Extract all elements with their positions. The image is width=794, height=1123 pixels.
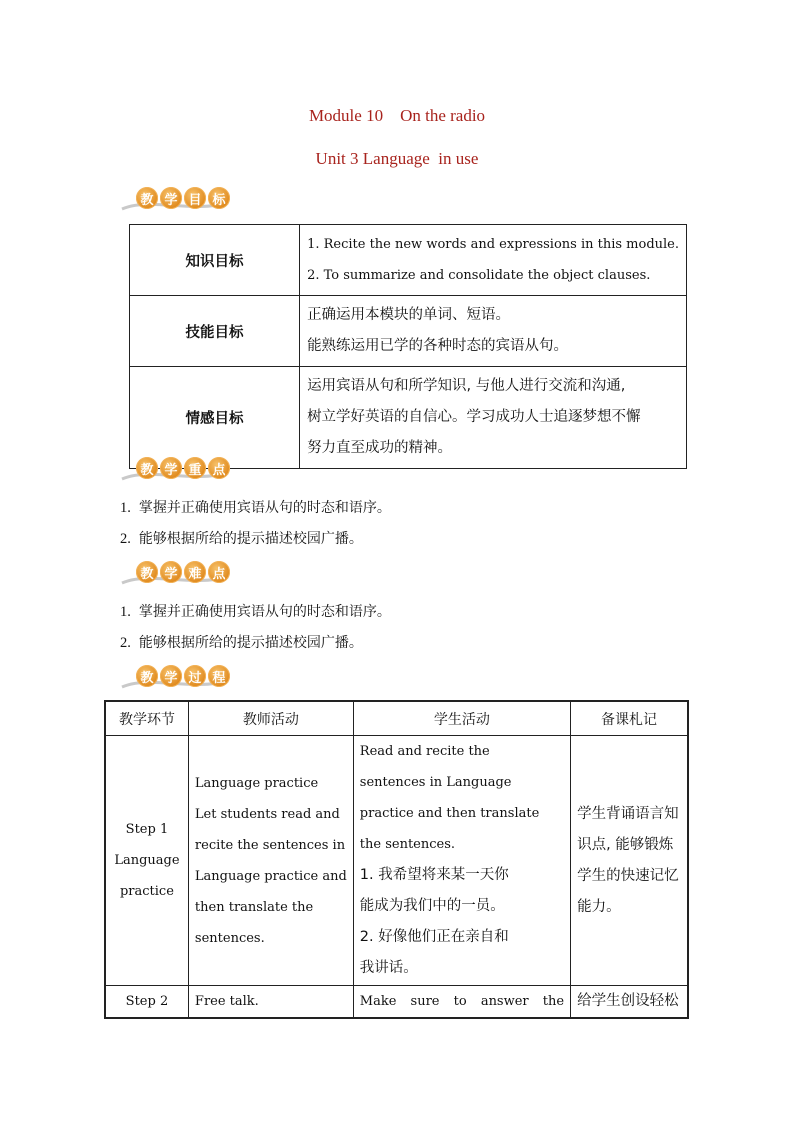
notes-line: 学生的快速记忆 — [577, 867, 679, 884]
section-char: 难 — [184, 561, 206, 583]
section-char: 程 — [208, 665, 230, 687]
teacher-line: Free talk. — [194, 994, 259, 1009]
section-char: 点 — [208, 561, 230, 583]
objective-label: 知识目标 — [130, 225, 300, 296]
notes-line: 学生背诵语言知 — [577, 805, 679, 822]
objective-content — [300, 225, 687, 296]
step-line: practice — [119, 884, 174, 899]
step-line: Language — [114, 853, 180, 868]
student-line: 1. 我希望将来某一天你 — [359, 867, 509, 883]
notes-line: 能力。 — [577, 898, 621, 915]
student-line: the sentences. — [359, 837, 456, 852]
section-char: 重 — [184, 457, 206, 479]
teacher-line: Language practice and — [194, 868, 347, 884]
teacher-line: sentences. — [194, 930, 265, 946]
column-header: 教师活动 — [188, 701, 353, 736]
section-tag-key-points — [120, 457, 230, 481]
module-title: Module 10 On the radio — [308, 106, 486, 125]
process-table — [104, 700, 689, 1019]
section-char: 学 — [160, 457, 182, 479]
teacher-activity-cell — [188, 736, 353, 986]
table-row — [105, 986, 688, 1019]
teacher-line: Language practice — [194, 775, 319, 791]
step-line: Step 1 — [125, 822, 169, 837]
step-cell — [105, 986, 188, 1019]
table-header-row — [105, 701, 688, 736]
student-line: practice and then translate — [359, 806, 540, 821]
list-text: 能够根据所给的提示描述校园广播。 — [138, 635, 363, 651]
objective-content — [300, 296, 687, 367]
column-header: 学生活动 — [353, 701, 570, 736]
notes-line: 给学生创设轻松 — [577, 993, 679, 1009]
teacher-line: then translate the — [194, 899, 314, 915]
objective-line: 2. To summarize and consolidate the object clauses. — [307, 268, 651, 283]
list-number: 2. — [120, 531, 131, 547]
list-number: 1. — [120, 500, 131, 516]
table-row — [130, 296, 687, 367]
section-char: 过 — [184, 665, 206, 687]
notes-cell — [571, 986, 688, 1019]
table-row — [130, 225, 687, 296]
unit-title: Unit 3 Language in use — [315, 149, 479, 168]
student-line: 2. 好像他们正在亲自和 — [359, 929, 509, 945]
list-number: 2. — [120, 635, 131, 651]
list-text: 掌握并正确使用宾语从句的时态和语序。 — [138, 500, 391, 516]
objective-line: 能熟练运用已学的各种时态的宾语从句。 — [307, 338, 569, 354]
notes-line: 识点, 能够锻炼 — [577, 836, 674, 853]
section-char: 教 — [136, 561, 158, 583]
teacher-activity-cell — [188, 986, 353, 1019]
column-header: 教学环节 — [105, 701, 188, 736]
section-char: 学 — [160, 187, 182, 209]
section-tag-process — [120, 665, 230, 689]
objective-content — [300, 367, 687, 469]
list-item — [120, 632, 363, 652]
section-char: 学 — [160, 561, 182, 583]
column-header: 备课札记 — [571, 701, 688, 736]
objective-line: 1. Recite the new words and expressions in this module. — [307, 237, 679, 252]
section-char: 标 — [208, 187, 230, 209]
student-line: Make sure to answer the — [359, 994, 565, 1009]
objective-label: 情感目标 — [130, 367, 300, 469]
section-char: 学 — [160, 665, 182, 687]
section-char: 教 — [136, 187, 158, 209]
list-item — [120, 528, 363, 548]
objective-line: 运用宾语从句和所学知识, 与他人进行交流和沟通, — [307, 378, 626, 394]
step-cell — [105, 736, 188, 986]
student-activity-cell — [353, 986, 570, 1019]
student-line: 我讲话。 — [359, 960, 418, 976]
objective-line: 树立学好英语的自信心。学习成功人士追逐梦想不懈 — [307, 409, 641, 425]
list-item — [120, 497, 391, 517]
objective-line: 正确运用本模块的单词、短语。 — [307, 307, 511, 323]
section-char: 点 — [208, 457, 230, 479]
objective-label: 技能目标 — [130, 296, 300, 367]
section-char: 教 — [136, 457, 158, 479]
objectives-table — [129, 224, 687, 469]
table-row — [105, 736, 688, 986]
student-line: 能成为我们中的一员。 — [359, 898, 505, 914]
table-row — [130, 367, 687, 469]
section-char: 教 — [136, 665, 158, 687]
teacher-line: Let students read and — [194, 806, 340, 822]
list-item — [120, 601, 391, 621]
notes-cell — [571, 736, 688, 986]
objective-line: 努力直至成功的精神。 — [307, 440, 453, 456]
list-text: 能够根据所给的提示描述校园广播。 — [138, 531, 363, 547]
student-line: sentences in Language — [359, 775, 512, 790]
student-line: Read and recite the — [359, 744, 490, 759]
list-text: 掌握并正确使用宾语从句的时态和语序。 — [138, 604, 391, 620]
list-number: 1. — [120, 604, 131, 620]
teacher-line: recite the sentences in — [194, 837, 346, 853]
student-activity-cell — [353, 736, 570, 986]
section-tag-objectives — [120, 187, 230, 211]
section-tag-difficulties — [120, 561, 230, 585]
section-char: 目 — [184, 187, 206, 209]
step-line: Step 2 — [125, 994, 169, 1009]
